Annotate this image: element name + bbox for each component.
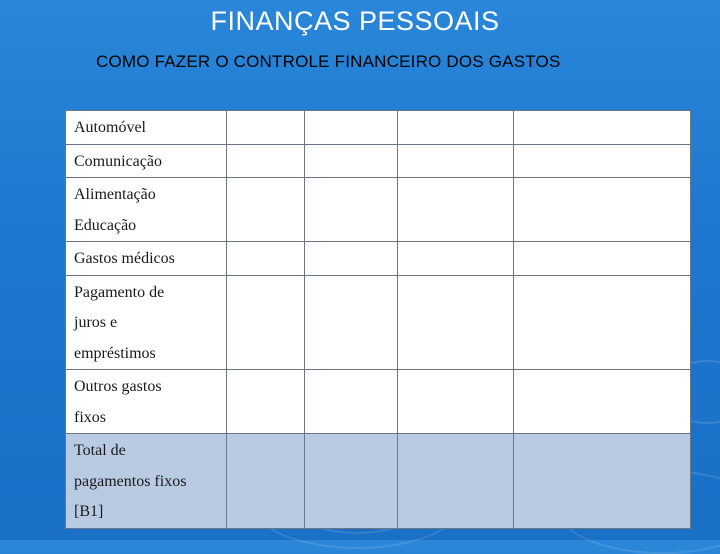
slide-title: FINANÇAS PESSOAIS	[210, 6, 500, 36]
table-cell	[305, 370, 398, 434]
row-label: Outros gastos fixos	[66, 370, 227, 434]
table-cell	[227, 434, 305, 529]
table-cell	[227, 370, 305, 434]
table-cell	[227, 144, 305, 178]
table-cell	[398, 144, 514, 178]
row-label: Total de pagamentos fixos [B1]	[66, 434, 227, 529]
expense-table	[65, 110, 691, 529]
table-cell	[398, 178, 514, 242]
table-row	[66, 370, 691, 434]
row-label: Alimentação Educação	[66, 178, 227, 242]
table-cell	[398, 275, 514, 370]
table-cell	[305, 144, 398, 178]
table-cell	[305, 242, 398, 276]
table-row	[66, 144, 691, 178]
table-cell	[398, 111, 514, 145]
row-label: Automóvel	[66, 111, 227, 145]
table-cell	[398, 370, 514, 434]
expense-table-container	[65, 110, 690, 520]
table-cell	[305, 178, 398, 242]
table-cell	[398, 434, 514, 529]
row-label: Comunicação	[66, 144, 227, 178]
slide-subtitle: COMO FAZER O CONTROLE FINANCEIRO DOS GASTOS	[96, 52, 561, 71]
table-cell	[514, 111, 691, 145]
table-cell	[514, 178, 691, 242]
table-cell	[514, 144, 691, 178]
table-cell	[305, 434, 398, 529]
total-row	[66, 434, 691, 529]
row-label: Pagamento de juros e empréstimos	[66, 275, 227, 370]
table-cell	[227, 178, 305, 242]
table-row	[66, 275, 691, 370]
table-row	[66, 178, 691, 242]
table-cell	[398, 242, 514, 276]
table-cell	[227, 242, 305, 276]
table-row	[66, 242, 691, 276]
table-cell	[514, 275, 691, 370]
table-cell	[227, 111, 305, 145]
table-cell	[514, 434, 691, 529]
table-cell	[305, 275, 398, 370]
table-row	[66, 111, 691, 145]
table-cell	[514, 242, 691, 276]
row-label: Gastos médicos	[66, 242, 227, 276]
table-cell	[305, 111, 398, 145]
table-cell	[227, 275, 305, 370]
table-cell	[514, 370, 691, 434]
